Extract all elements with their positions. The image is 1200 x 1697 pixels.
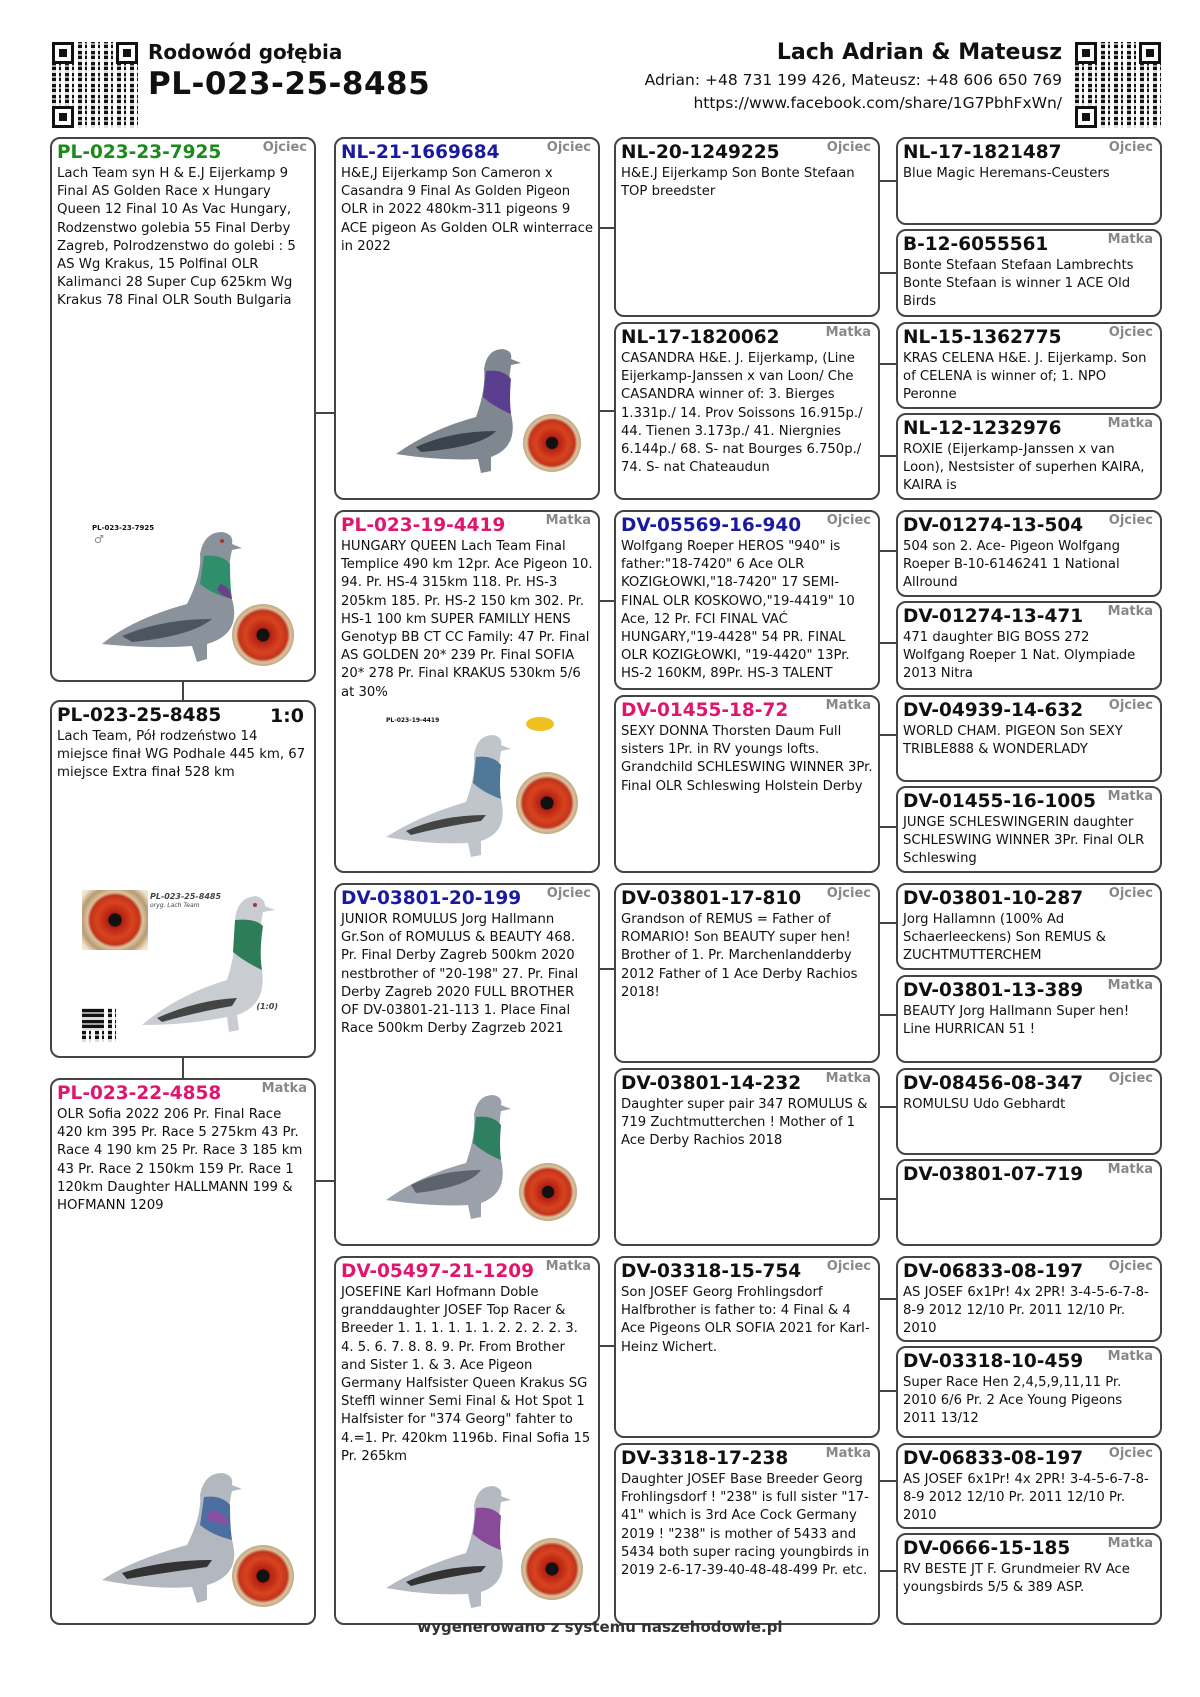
pigeon-description: JUNGE SCHLESWINGERIN daughter SCHLESWING WINNER 3Pr. Final OLR Schleswing [903, 815, 1145, 867]
pigeon-description: JUNIOR ROMULUS Jorg Hallmann Gr.Son of ROMULUS & BEAUTY 468. Pr. Final Derby Zagreb 500km 2020 nestbrother of "20-198" 27. Pr. Final Derby Zagreb 2020 FULL BROTHER OF DV-03801-21-113 1. Place Final Race 500km Derby Zagrzeb 2021 [341, 912, 579, 1037]
pigeon-photo [92, 1465, 292, 1615]
pedigree-card-great-great-grandparent[interactable] [896, 1068, 1162, 1155]
qr-finder [52, 106, 74, 128]
connector-line [880, 1298, 896, 1300]
document-subtitle: Rodowód gołębia [148, 40, 343, 64]
ring-number: NL-17-1820062 [621, 327, 780, 348]
pedigree-card-main-pigeon[interactable] [50, 700, 316, 1058]
pigeon-photo [391, 339, 591, 489]
pedigree-card-mother[interactable] [50, 1078, 316, 1625]
qr-finder [1075, 42, 1097, 64]
connector-line [880, 363, 896, 365]
qr-code-icon [82, 1008, 116, 1042]
pedigree-card-great-great-grandparent[interactable] [896, 1159, 1162, 1246]
connector-line [598, 600, 614, 602]
sex-label: Matka [825, 1071, 871, 1086]
pigeon-description: H&E,J Eijerkamp Son Cameron x Casandra 9 Final As Golden Pigeon OLR in 2022 480km-311 pigeons 9 ACE pigeon As Golden OLR winterrace in 2022 [341, 166, 593, 254]
owner-url[interactable]: https://www.facebook.com/share/1G7PbhFxWn/ [693, 94, 1062, 112]
pedigree-card-great-great-grandparent[interactable] [896, 229, 1162, 317]
connector-line [880, 642, 896, 644]
pigeon-eye-photo [521, 1538, 583, 1600]
connector-line [880, 922, 896, 924]
pigeon-description: Wolfgang Roeper HEROS "940" is father:"18-7420" 6 Ace OLR KOZIGŁOWKI,"18-7420" 17 SEMI-FINAL OLR KOSKOWO,"19-4419" 10 Ace, 12 Pr. FCI FINAL VAĆ HUNGARY,"19-4428" 54 PR. FINAL OLR KOZIGŁOWKI, "19-4420" 13Pr. HS-2 160KM, 89Pr. HS-3 TALENT [621, 539, 855, 682]
pedigree-card-great-grandparent[interactable] [614, 883, 880, 1063]
ring-number: NL-21-1669684 [341, 142, 500, 163]
pedigree-card-grandparent[interactable] [334, 1256, 600, 1625]
pigeon-illustration [137, 890, 287, 1040]
sex-label: Ojciec [1108, 1259, 1153, 1274]
pigeon-illustration [381, 1478, 541, 1618]
ring-number: DV-03801-14-232 [621, 1073, 802, 1094]
sex-label: Ojciec [1108, 698, 1153, 713]
pigeon-description: Super Race Hen 2,4,5,9,11,11 Pr. 2010 6/6 Pr. 2 Ace Young Pigeons 2011 13/12 [903, 1375, 1123, 1427]
photo-caption: PL-023-23-7925 [92, 524, 155, 532]
pigeon-photo [92, 524, 292, 674]
pedigree-card-great-great-grandparent[interactable] [896, 1443, 1162, 1529]
pedigree-card-great-great-grandparent[interactable] [896, 975, 1162, 1063]
connector-line [880, 1570, 896, 1572]
connector-line [598, 1345, 614, 1347]
sex-label: Matka [825, 1446, 871, 1461]
connector-line [880, 734, 896, 736]
sex-label: Ojciec [1108, 140, 1153, 155]
sex-label: Matka [1107, 1162, 1153, 1177]
pigeon-photo [381, 1478, 591, 1618]
pedigree-card-great-great-grandparent[interactable] [896, 1346, 1162, 1438]
ring-number: DV-01455-16-1005 [903, 791, 1096, 812]
sex-label: Matka [1107, 604, 1153, 619]
ring-number: DV-03801-20-199 [341, 888, 522, 909]
sex-label: Matka [825, 698, 871, 713]
sex-label: Matka [825, 325, 871, 340]
ring-number: NL-12-1232976 [903, 418, 1062, 439]
ring-number: DV-05497-21-1209 [341, 1261, 534, 1282]
pigeon-description: ROXIE (Eijerkamp-Janssen x van Loon), Nestsister of superhen KAIRA, KAIRA is [903, 442, 1145, 494]
owner-name: Lach Adrian & Mateusz [776, 40, 1062, 65]
ring-number: PL-023-19-4419 [341, 515, 506, 536]
connector-line [316, 412, 334, 414]
pigeon-description: Jorg Hallamnn (100% Ad Schaerleeckens) Son REMUS & ZUCHTMUTTERCHEM [903, 912, 1106, 964]
sex-label: Matka [545, 1259, 591, 1274]
pigeon-description: AS JOSEF 6x1Pr! 4x 2PR! 3-4-5-6-7-8-8-9 2012 12/10 Pr. 2011 12/10 Pr. 2010 [903, 1472, 1149, 1524]
pigeon-description: Daughter super pair 347 ROMULUS & 719 Zuchtmutterchen ! Mother of 1 Ace Derby Rachios 2018 [621, 1097, 868, 1149]
pigeon-eye-photo [516, 772, 578, 834]
ring-number: DV-3318-17-238 [621, 1448, 789, 1469]
pedigree-card-great-grandparent[interactable] [614, 510, 880, 690]
connector-line [880, 180, 896, 182]
sex-label: Ojciec [826, 140, 871, 155]
ring-number: DV-01274-13-471 [903, 606, 1084, 627]
pedigree-card-great-grandparent[interactable] [614, 322, 880, 500]
pigeon-eye-photo [232, 1545, 294, 1607]
qr-code-icon[interactable] [1075, 42, 1161, 128]
ring-number: DV-01455-18-72 [621, 700, 789, 721]
pigeon-description: BEAUTY Jorg Hallmann Super hen! Line HURRICAN 51 ! [903, 1004, 1130, 1038]
pigeon-description: JOSEFINE Karl Hofmann Doble granddaughter JOSEF Top Racer & Breeder 1. 1. 1. 1. 1. 1. 2. 2. 2. 2. 3. 4. 5. 6. 7. 8. 8. 9. Pr. From Brother and Sister 1. & 3. Ace Pigeon Germany Halfsister Queen Krakus SG Steffl winner Semi Final & Hot Spot 1 Halfsister for "374 Georg" fahter to 4.=1. Pr. 420km 1196b. Final Sofia 15 Pr. 265km [341, 1285, 591, 1464]
pedigree-card-great-great-grandparent[interactable] [896, 1256, 1162, 1342]
pigeon-description: Lach Team syn H & E.J Eijerkamp 9 Final AS Golden Race x Hungary Queen 12 Final 10 As Vac Hungary, Rodzenstwo golebia 55 Final Derby Zagreb, Polrodzenstwo do golebi : 5 AS Wg Krakus, 15 Polfinal OLR Kalimanci 28 Super Cup 625km Wg Krakus 78 Final OLR South Bulgaria [57, 166, 296, 309]
qr-finder [116, 42, 138, 64]
ring-number: DV-06833-08-197 [903, 1261, 1084, 1282]
connector-line [880, 1106, 896, 1108]
pigeon-eye-photo [519, 1163, 577, 1221]
pigeon-description: 471 daughter BIG BOSS 272 Wolfgang Roeper 1 Nat. Olympiade 2013 Nitra [903, 630, 1136, 682]
pigeon-description: KRAS CELENA H&E. J. Eijerkamp. Son of CELENA is winner of; 1. NPO Peronne [903, 351, 1147, 403]
pedigree-card-grandparent[interactable] [334, 137, 600, 500]
pedigree-card-great-great-grandparent[interactable] [896, 137, 1162, 225]
pigeon-description: AS JOSEF 6x1Pr! 4x 2PR! 3-4-5-6-7-8-8-9 2012 12/10 Pr. 2011 12/10 Pr. 2010 [903, 1285, 1149, 1337]
ring-number: DV-03318-10-459 [903, 1351, 1084, 1372]
connector-line [880, 1390, 896, 1392]
sex-label: Matka [1107, 232, 1153, 247]
sex-label: Matka [545, 513, 591, 528]
pigeon-description: OLR Sofia 2022 206 Pr. Final Race 420 km 395 Pr. Race 5 275km 43 Pr. Race 4 190 km 25 Pr. Race 3 185 km 43 Pr. Race 2 150km 159 Pr. Race 1 120km Daughter HALLMANN 199 & HOFMANN 1209 [57, 1107, 303, 1214]
sex-label: Matka [1107, 978, 1153, 993]
pedigree-card-great-grandparent[interactable] [614, 1443, 880, 1625]
sex-label: Ojciec [826, 513, 871, 528]
connector-line [598, 968, 614, 970]
sex-label: Ojciec [262, 140, 307, 155]
connector-line [880, 272, 896, 274]
connector-line [880, 1014, 896, 1016]
sex-label: Ojciec [826, 886, 871, 901]
sex-label: Matka [1107, 1536, 1153, 1551]
pigeon-description: Daughter JOSEF Base Breeder Georg Frohlingsdorf ! "238" is full sister "17-41" which is 3rd Ace Cock Germany 2019 ! "238" is mother of 5433 and 5434 both super racing youngbirds in 2019 2-6-17-39-40-48-48-499 Pr. etc. [621, 1472, 870, 1579]
pedigree-card-great-grandparent[interactable] [614, 1068, 880, 1246]
pedigree-card-grandparent[interactable] [334, 510, 600, 873]
ring-number: PL-023-25-8485 [57, 705, 222, 726]
sex-label: Ojciec [546, 140, 591, 155]
pigeon-illustration [381, 1085, 541, 1235]
pigeon-description: RV BESTE JT F. Grundmeier RV Ace youngsbirds 5/5 & 389 ASP. [903, 1562, 1130, 1596]
sex-label: Matka [1107, 789, 1153, 804]
ring-number: DV-03801-07-719 [903, 1164, 1084, 1185]
ring-number: DV-06833-08-197 [903, 1448, 1084, 1469]
pigeon-eye-photo [523, 414, 581, 472]
pigeon-description: H&E.J Eijerkamp Son Bonte Stefaan TOP breedster [621, 166, 855, 200]
pigeon-description: Lach Team, Pół rodzeństwo 14 miejsce finał WG Podhale 445 km, 67 miejsce Extra finał 528 km [57, 729, 306, 781]
pigeon-illustration [391, 339, 551, 489]
ring-number: PL-023-22-4858 [57, 1083, 222, 1104]
pigeon-description: Son JOSEF Georg Frohlingsdorf Halfbrother is father to: 4 Final & 4 Ace Pigeons OLR SOFIA 2021 for Karl-Heinz Wichert. [621, 1285, 870, 1355]
sex-label: Ojciec [1108, 513, 1153, 528]
pigeon-description: HUNGARY QUEEN Lach Team Final Templice 490 km 12pr. Ace Pigeon 10. 94. Pr. HS-4 315km 118. Pr. HS-3 205km 185. Pr. HS-2 150 km 302. Pr. HS-1 100 km SUPER FAMILLY HENS Genotyp BB CT CC Family: 47 Pr. Final AS GOLDEN 20* 239 Pr. Final SOFIA 20* 278 Pr. Final KRAKUS 530km 5/6 at 30% [341, 539, 593, 700]
ring-number: DV-08456-08-347 [903, 1073, 1084, 1094]
pigeon-description: 504 son 2. Ace- Pigeon Wolfgang Roeper B-10-6146241 1 National Allround [903, 539, 1120, 591]
pigeon-photo [82, 890, 284, 1045]
sex-label: Matka [261, 1081, 307, 1096]
connector-line [880, 455, 896, 457]
pedigree-card-great-grandparent[interactable] [614, 1256, 880, 1438]
qr-finder [1139, 42, 1161, 64]
ring-number: NL-20-1249225 [621, 142, 780, 163]
footer-credit: wygenerowano z systemu naszehodowle.pl [417, 1618, 783, 1636]
ring-number: DV-0666-15-185 [903, 1538, 1071, 1559]
connector-line [880, 1480, 896, 1482]
sex-label: Ojciec [826, 1259, 871, 1274]
photo-caption: PL-023-19-4419 [386, 717, 440, 724]
pedigree-card-great-grandparent[interactable] [614, 695, 880, 873]
connector-line [880, 550, 896, 552]
ring-number: DV-03318-15-754 [621, 1261, 802, 1282]
pigeon-description: Bonte Stefaan Stefaan Lambrechts Bonte Stefaan is winner 1 ACE Old Birds [903, 258, 1134, 310]
pigeon-description: SEXY DONNA Thorsten Daum Full sisters 1Pr. in RV youngs lofts. Grandchild SCHLESWING WINNER 3Pr. Final OLR Schleswing Holstein Derby [621, 724, 873, 794]
pigeon-description: Grandson of REMUS = Father of ROMARIO! Son BEAUTY super hen! Brother of 1. Pr. Marchenlandderby 2012 Father of 1 Ace Derby Rachios 2018! [621, 912, 858, 1000]
ring-number: DV-04939-14-632 [903, 700, 1084, 721]
pedigree-card-great-grandparent[interactable] [614, 137, 880, 317]
pigeon-photo [381, 1085, 591, 1235]
pedigree-card-great-great-grandparent[interactable] [896, 413, 1162, 500]
photo-caption: PL-023-25-8485 [150, 892, 222, 901]
pedigree-card-great-great-grandparent[interactable] [896, 601, 1162, 690]
sex-label: Matka [1107, 1349, 1153, 1364]
ring-number: DV-03801-10-287 [903, 888, 1084, 909]
pedigree-card-great-great-grandparent[interactable] [896, 695, 1162, 782]
male-symbol-icon: ♂ [94, 533, 104, 546]
sex-label: Ojciec [1108, 325, 1153, 340]
connector-line [598, 227, 614, 229]
pedigree-card-great-great-grandparent[interactable] [896, 322, 1162, 409]
pedigree-card-grandparent[interactable] [334, 883, 600, 1246]
ring-number: NL-17-1821487 [903, 142, 1062, 163]
pigeon-description: CASANDRA H&E. J. Eijerkamp, (Line Eijerkamp-Janssen x van Loon/ Che CASANDRA winner of: 3. Bierges 1.331p./ 14. Prov Soissons 16.915p./ 44. Tienen 3.173p./ 41. Niergnies 6.144p./ 68. S- nat Bourges 6.750p./ 74. S- nat Chateaudun [621, 351, 863, 476]
qr-finder [1075, 106, 1097, 128]
sex-label: Ojciec [1108, 1446, 1153, 1461]
connector-line [880, 826, 896, 828]
photo-sex-label: (1:0) [256, 1002, 278, 1011]
sex-label: Matka [1107, 416, 1153, 431]
sex-label: Ojciec [1108, 1071, 1153, 1086]
connector-line [598, 410, 614, 412]
pigeon-eye-photo [232, 604, 294, 666]
ring-number: NL-15-1362775 [903, 327, 1062, 348]
connector-line [182, 682, 184, 700]
pedigree-card-great-great-grandparent[interactable] [896, 510, 1162, 597]
pigeon-description: Blue Magic Heremans-Ceusters [903, 166, 1110, 181]
ring-number: DV-01274-13-504 [903, 515, 1084, 536]
connector-line [880, 1198, 896, 1200]
page-title: PL-023-25-8485 [148, 66, 431, 102]
sex-label: Ojciec [1108, 886, 1153, 901]
pedigree-card-great-great-grandparent[interactable] [896, 883, 1162, 970]
pigeon-description: WORLD CHAM. PIGEON Son SEXY TRIBLE888 & WONDERLADY [903, 724, 1123, 758]
ring-number: DV-03801-13-389 [903, 980, 1084, 1001]
pedigree-card-great-great-grandparent[interactable] [896, 786, 1162, 873]
sex-label: Ojciec [546, 886, 591, 901]
owner-phones: Adrian: +48 731 199 426, Mateusz: +48 606 650 769 [644, 71, 1062, 89]
ring-number: PL-023-23-7925 [57, 142, 222, 163]
ring-number: B-12-6055561 [903, 234, 1049, 255]
pedigree-card-father[interactable] [50, 137, 316, 682]
ring-number: DV-03801-17-810 [621, 888, 802, 909]
ring-number: DV-05569-16-940 [621, 515, 802, 536]
qr-finder [52, 42, 74, 64]
qr-code-icon[interactable] [52, 42, 138, 128]
connector-line [316, 1180, 334, 1182]
photo-subcaption: oryg. Lach Team [150, 902, 200, 909]
pigeon-photo [381, 717, 591, 867]
pigeon-description: ROMULSU Udo Gebhardt [903, 1097, 1066, 1112]
sex-label: 1:0 [269, 705, 304, 727]
connector-line [182, 1058, 184, 1078]
pedigree-card-great-great-grandparent[interactable] [896, 1533, 1162, 1625]
